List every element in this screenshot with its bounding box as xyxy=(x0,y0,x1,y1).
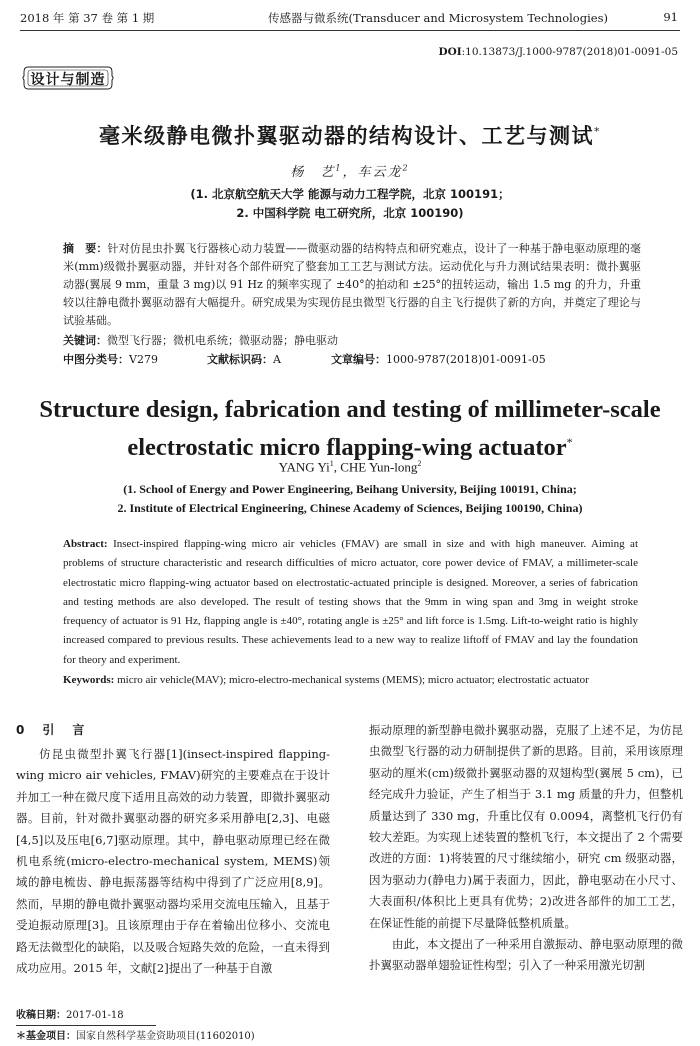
introduction-paragraph-1-continued: 振动原理的新型静电微扑翼驱动器，克服了上述不足，为仿昆虫微型飞行器的动力研制提供了新的思路。目前，采用该原理驱动的厘米(cm)级微扑翼驱动器的双翅构型(翼展 5 cm)，已经完成升力验证，产生了相当于 3.1 mg 质量的升力，但整机质量达到了 330 mg，升重比仅有 0.0094，离整机飞行仍有较大差距。为实现上述装置的整机飞行，本文提出了 2 个需要改进的方面：1)将装置的尺寸继续缩小，研究 cm 级驱动器，因为驱动力(静电力)属于表面力，因此，静电驱动在小尺寸、大表面积/体积比上更具有优势；2)改进各部件的加工工艺，在保证性能的前提下尽量降低整机质量。 xyxy=(369,723,683,930)
author-2-en-sup: 2 xyxy=(417,459,422,468)
received-date xyxy=(16,1006,124,1021)
section-badge xyxy=(22,64,114,92)
author-1-en: YANG Yi xyxy=(278,459,330,475)
english-title-line-2: electrostatic micro flapping-wing actuator xyxy=(127,434,567,462)
header-rule xyxy=(20,30,680,31)
body-right-column xyxy=(369,720,683,977)
body-left-column xyxy=(16,720,330,979)
chinese-abstract-text: 针对仿昆虫扑翼飞行器核心动力装置——微驱动器的结构特点和研究难点，设计了一种基于静电驱动原理的毫米(mm)级微扑翼驱动器，并针对各个部件研究了整套加工工艺与测试方法。运动优化与升力测试结果表明：微扑翼驱动器(翼展 9 mm，重量 3 mg)以 91 Hz 的频率实现了 ±40°的拍动和 ±25°的扭转运动，输出 1.5 mg 的升力，升重较以往静电微扑翼驱动器有大幅提升。研究成果为实现仿昆虫微型飞行器的自主飞行提供了新的方向，并奠定了理论与试验基础。 xyxy=(63,242,642,327)
english-keywords xyxy=(63,671,638,690)
author-sep-cn: ， xyxy=(342,165,358,180)
introduction-paragraph-1: 仿昆虫微型扑翼飞行器[1](insect-inspired flapping-wing micro air vehicles, FMAV)研究的主要难点在于设计并加工一种在微尺度下适用且高效的动力装置，即微扑翼驱动器。目前，针对微扑翼驱动器的研究多采用静电[2,3]、电磁[4,5]以及压电[6,7]驱动原理。其中，静电驱动原理已经在微机电系统(micro-electro-mechanical system, MEMS)领域的静电梳齿、静电振荡器等结构中得到了广泛应用[8,9]。然而，早期的静电微扑翼驱动器均采用交流电压输入，且基于受迫振动原理[3]。且该原理由于存在着输出位移小、交流电路无法微型化的缺陷，以及吸合短路失效的危险，一直未得到成功应用。2015 年，文献[2]提出了一种基于自激 xyxy=(16,747,330,976)
fund-project xyxy=(16,1027,255,1042)
received-date-label: 收稿日期： xyxy=(16,1010,66,1021)
chinese-title-text: 毫米级静电微扑翼驱动器的结构设计、工艺与测试 xyxy=(99,124,594,148)
author-1-cn: 杨 艺 xyxy=(290,165,336,180)
chinese-keywords xyxy=(63,332,338,348)
chinese-title xyxy=(0,120,700,150)
clc-label: 中图分类号： xyxy=(63,353,129,366)
clc-number xyxy=(63,351,158,367)
document-code-value: A xyxy=(273,353,281,366)
chinese-abstract-label: 摘 要： xyxy=(63,242,108,255)
doi[interactable] xyxy=(438,46,678,58)
chinese-keywords-text: 微型飞行器；微机电系统；微驱动器；静电驱动 xyxy=(107,334,338,347)
chinese-title-footnote-mark: * xyxy=(594,125,601,138)
article-number xyxy=(331,351,546,367)
footnote-rule xyxy=(16,1025,156,1026)
author-1-cn-sup: 1 xyxy=(335,163,343,173)
english-abstract xyxy=(63,535,638,670)
author-2-cn-sup: 2 xyxy=(402,163,410,173)
document-code-label: 文献标识码： xyxy=(207,353,273,366)
journal-name: 传感器与微系统(Transducer and Microsystem Technologies) xyxy=(268,11,608,25)
fund-project-value: 国家自然科学基金资助项目(11602010) xyxy=(76,1031,255,1042)
fund-project-label: ＊基金项目： xyxy=(16,1031,76,1042)
author-2-cn: 车云龙 xyxy=(357,165,403,180)
chinese-affiliation-1: (1. 北京航空航天大学 能源与动力工程学院，北京 100191； xyxy=(190,187,510,201)
article-number-value: 1000-9787(2018)01-0091-05 xyxy=(386,353,546,366)
document-code xyxy=(207,351,281,367)
section-badge-label: 设计与制造 xyxy=(30,72,106,88)
author-1-en-sup: 1 xyxy=(329,459,334,468)
introduction-paragraph-2: 由此，本文提出了一种采用自激振动、静电驱动原理的微扑翼驱动器单翅验证性构型；引入了一种采用激光切割 xyxy=(369,937,683,973)
english-abstract-text: Insect-inspired flapping-wing micro air vehicles (FMAV) are small in size and with high maneuver. Aiming at problems of structure characteristic and research difficulties of micro actuator, core power device of FMAV, a millimeter-scale electrostatic micro flapping-wing actuator based on electrostatic-actuated principle is designed. Moreover, a series of fabrication and testing methods are also developed. The result of testing shows that the 9mm in wing span and 3mg in weight stroke frequency of actuator is 91 Hz, flapping angle is ±40°, rotating angle is ±25° and lift force is 1.5mg. Lift-to-weight ratio is highly increased compared to previous results. These achievements lead to a new way to realize liftoff of FMAV and lay the foundation for theory and experiment. xyxy=(63,538,638,666)
chinese-keywords-label: 关键词： xyxy=(63,334,107,347)
doi-label: DOI xyxy=(438,46,462,58)
running-header xyxy=(20,10,678,28)
article-number-label: 文章编号： xyxy=(331,353,386,366)
english-affiliation-2: 2. Institute of Electrical Engineering, Chinese Academy of Sciences, Beijing 100190, China) xyxy=(117,501,583,515)
doi-value: :10.13873/J.1000-9787(2018)01-0091-05 xyxy=(461,46,678,58)
english-keywords-text: micro air vehicle(MAV); micro-electro-mechanical systems (MEMS); micro actuator; electrostatic actuator xyxy=(114,674,589,686)
english-title-footnote-mark: * xyxy=(566,435,573,449)
author-2-en: CHE Yun-long xyxy=(340,459,418,475)
english-abstract-label: Abstract: xyxy=(63,538,108,550)
chinese-abstract xyxy=(63,240,641,330)
english-keywords-label: Keywords: xyxy=(63,674,115,686)
introduction-heading: 0 引 言 xyxy=(16,723,88,737)
page-number: 91 xyxy=(663,10,678,24)
english-affiliation-1: (1. School of Energy and Power Engineering, Beihang University, Beijing 100191, China; xyxy=(123,482,577,496)
author-sep-en: , xyxy=(333,459,341,475)
english-title xyxy=(0,393,700,464)
chinese-article-metadata xyxy=(63,351,643,369)
clc-value: V279 xyxy=(129,353,158,366)
english-title-line-1: Structure design, fabrication and testing of millimeter-scale xyxy=(39,396,661,423)
issue-info: 2018 年 第 37 卷 第 1 期 xyxy=(20,11,155,25)
english-authors xyxy=(0,459,700,475)
received-date-value: 2017-01-18 xyxy=(66,1010,124,1021)
chinese-affiliation-2: 2. 中国科学院 电工研究所，北京 100190) xyxy=(236,206,464,220)
chinese-authors xyxy=(0,161,700,180)
